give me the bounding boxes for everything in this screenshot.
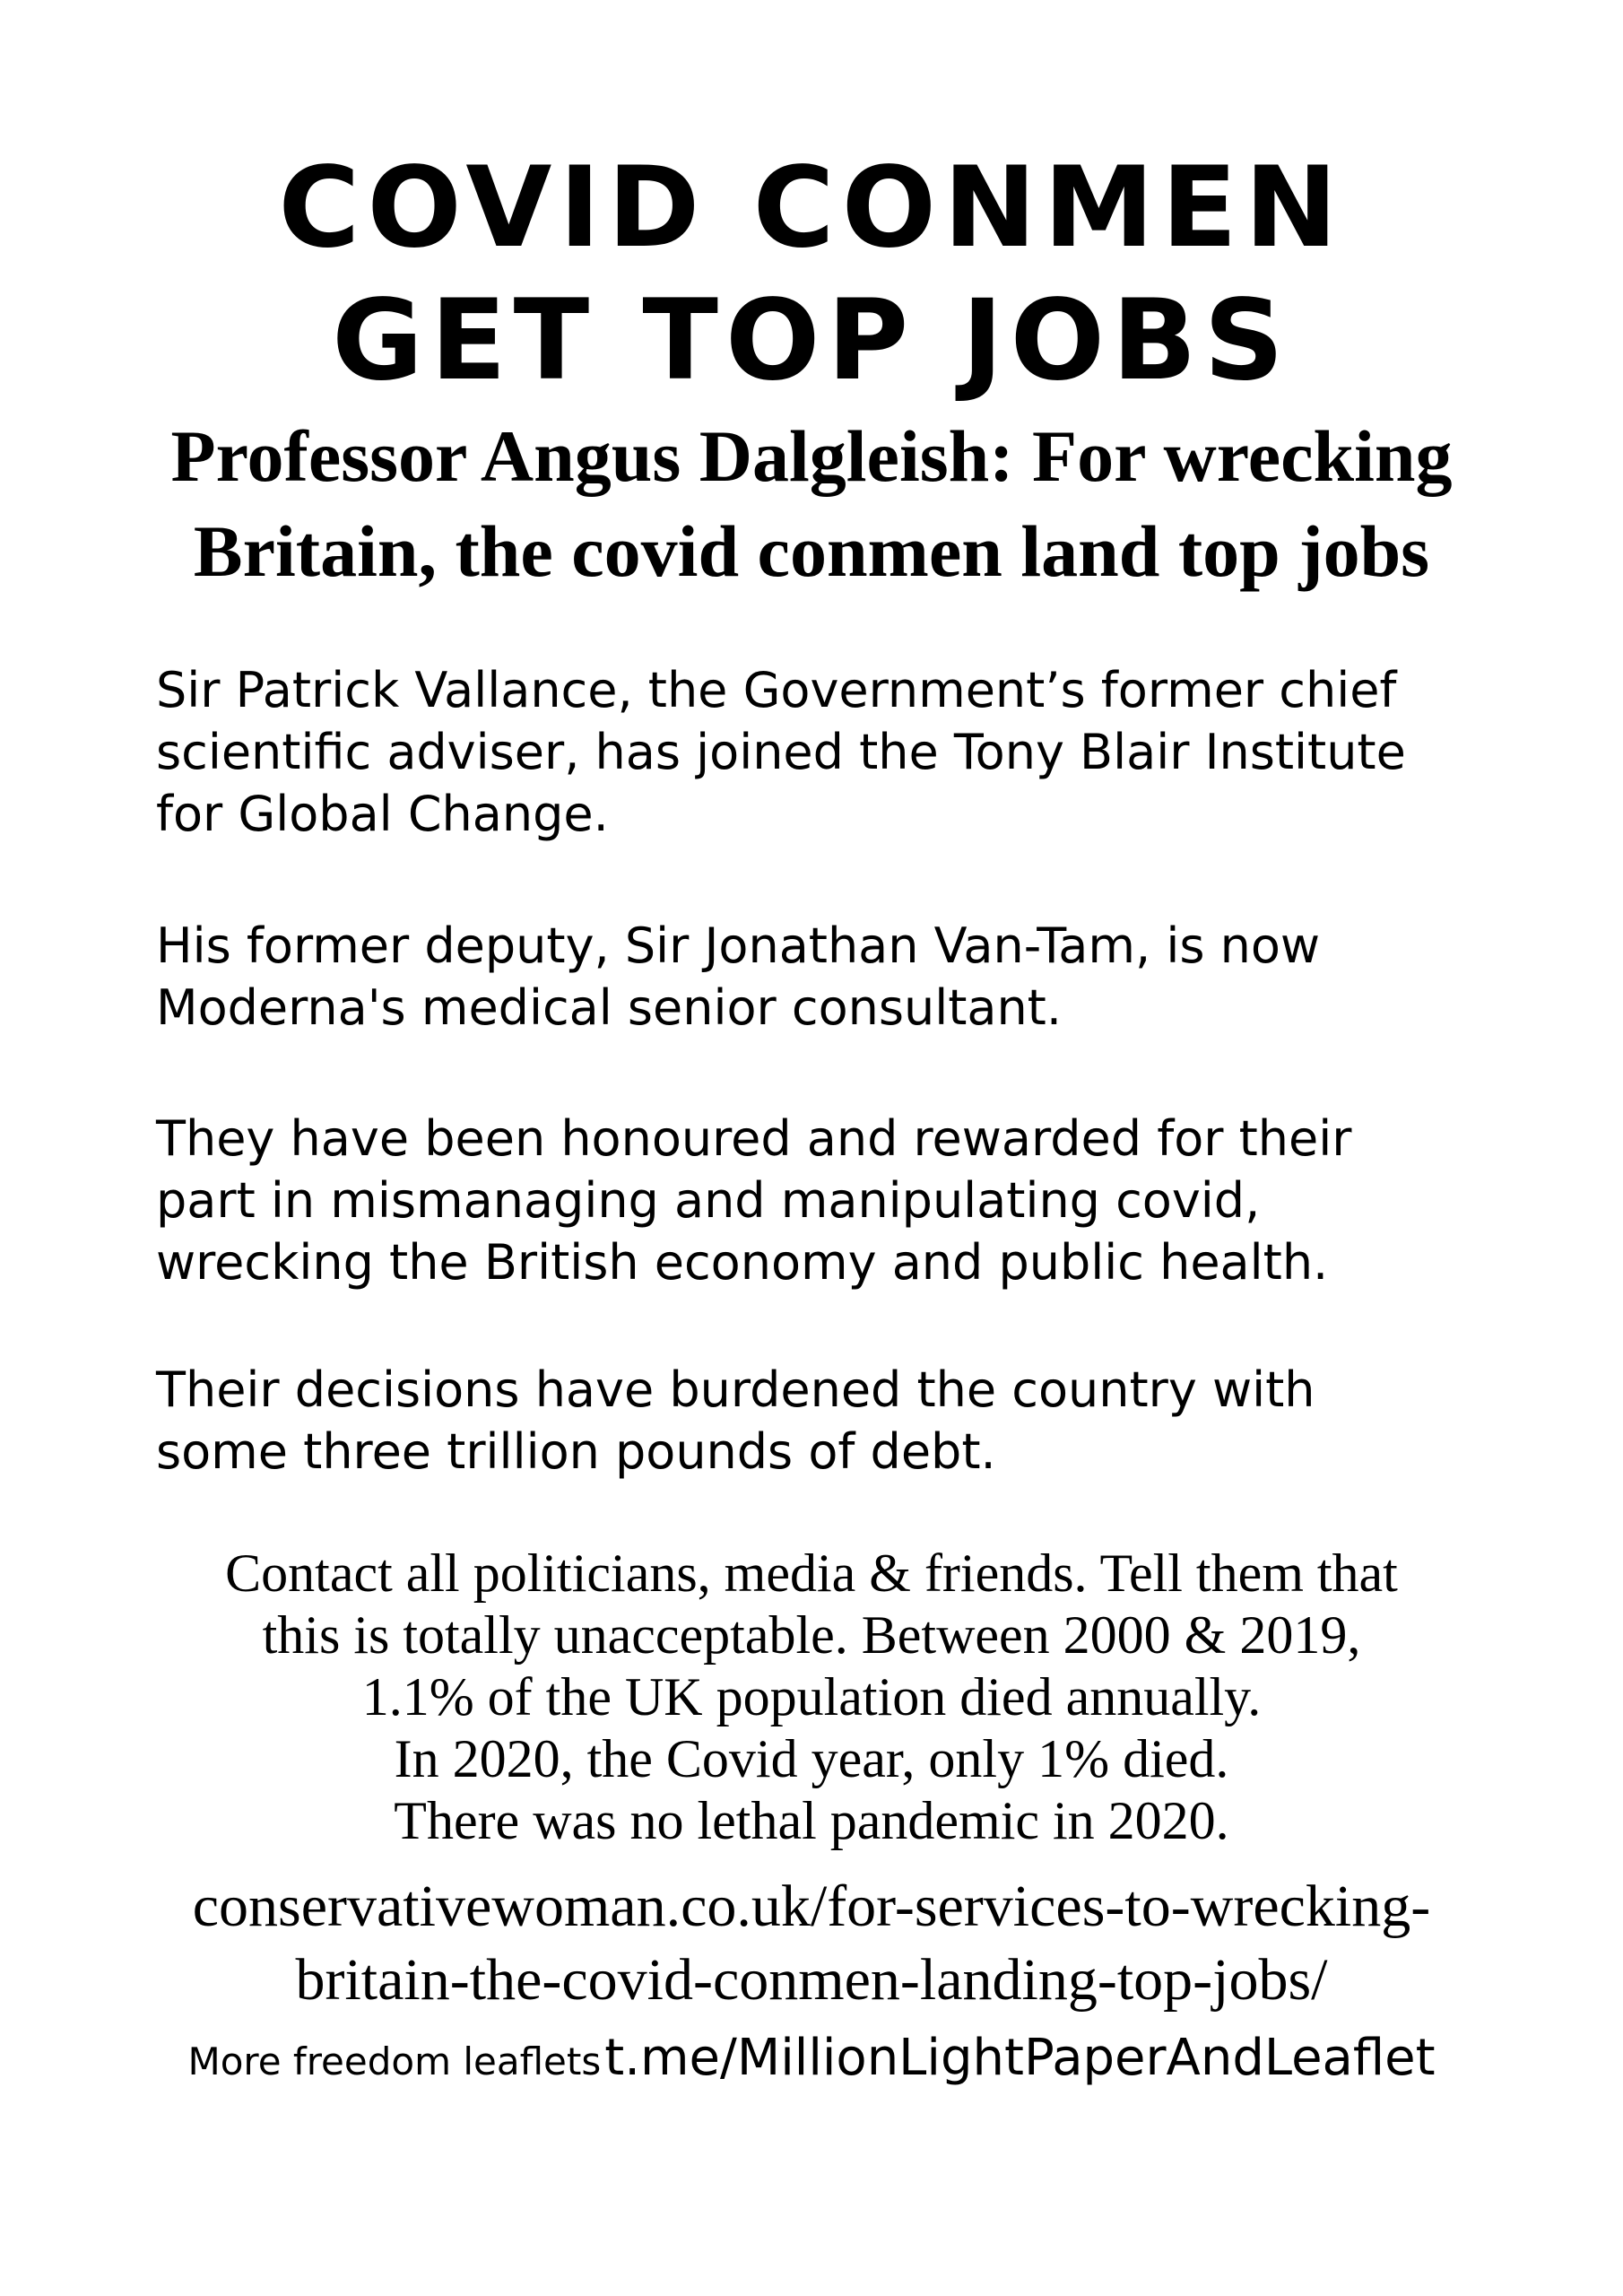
- contact-line: There was no lethal pandemic in 2020.: [394, 1791, 1229, 1850]
- footer-telegram-link: t.me/MillionLightPaperAndLeaflet: [604, 2029, 1436, 2087]
- paragraph-line: Moderna's medical senior consultant.: [156, 979, 1063, 1036]
- subtitle-line-2: Britain, the covid conmen land top jobs: [193, 510, 1430, 592]
- paragraph-van-tam: [156, 915, 1501, 1039]
- source-url-line: britain-the-covid-conmen-landing-top-jobs/: [295, 1947, 1328, 2013]
- paragraph-line: scientific adviser, has joined the Tony Blair Institute: [156, 724, 1406, 780]
- paragraph-line: part in mismanaging and manipulating covid,: [156, 1172, 1261, 1229]
- paragraph-line: some three trillion pounds of debt.: [156, 1423, 996, 1480]
- footer: [0, 2029, 1623, 2087]
- paragraph-line: Their decisions have burdened the country with: [156, 1361, 1315, 1418]
- subtitle-line-1: Professor Angus Dalgleish: For wrecking: [170, 415, 1453, 497]
- source-url: [0, 1870, 1623, 2017]
- paragraph-line: for Global Change.: [156, 786, 609, 842]
- paragraph-line: They have been honoured and rewarded for their: [156, 1110, 1352, 1167]
- contact-line: 1.1% of the UK population died annually.: [361, 1667, 1262, 1726]
- contact-call-to-action: [0, 1543, 1623, 1852]
- footer-label: More freedom leaflets: [187, 2039, 602, 2083]
- headline-line-1: COVID CONMEN: [278, 144, 1345, 273]
- headline-line-2: GET TOP JOBS: [332, 276, 1291, 405]
- source-url-line: conservativewoman.co.uk/for-services-to-wrecking-: [192, 1874, 1431, 1939]
- contact-line: this is totally unacceptable. Between 2000 & 2019,: [262, 1605, 1361, 1665]
- paragraph-line: Sir Patrick Vallance, the Government’s former chief: [156, 662, 1397, 718]
- paragraph-vallance: [156, 659, 1501, 845]
- paragraph-line: His former deputy, Sir Jonathan Van-Tam, is now: [156, 918, 1321, 974]
- contact-line: In 2020, the Covid year, only 1% died.: [394, 1729, 1229, 1788]
- contact-line: Contact all politicians, media & friends. Tell them that: [225, 1544, 1398, 1603]
- paragraph-line: wrecking the British economy and public health.: [156, 1234, 1329, 1291]
- paragraph-rewarded: [156, 1108, 1501, 1293]
- paragraph-debt: [156, 1359, 1501, 1483]
